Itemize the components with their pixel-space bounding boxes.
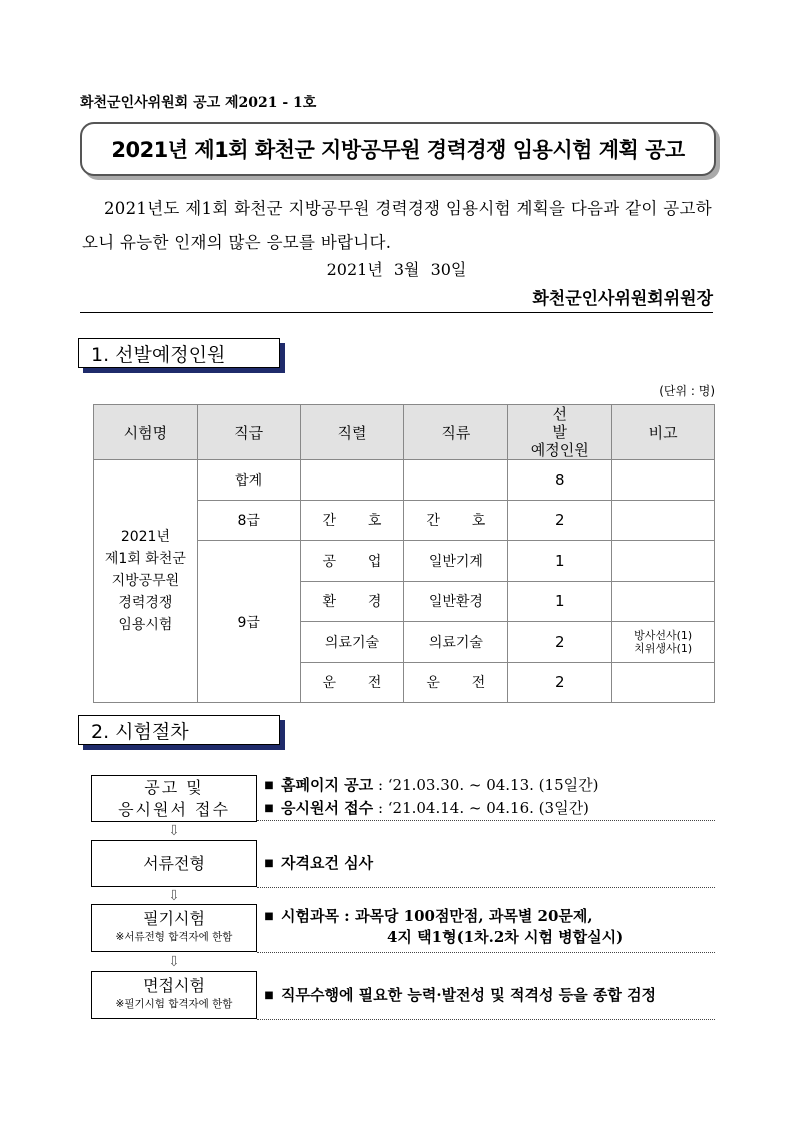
section-heading-recruitment <box>78 338 280 368</box>
note-line: 방사선사(1) <box>634 628 693 642</box>
down-arrow-icon: ⇩ <box>168 888 180 904</box>
header-exam: 시험명 <box>94 405 198 460</box>
step-label-line: 응시원서 접수 <box>118 800 230 819</box>
series-char: 업 <box>367 553 382 570</box>
exam-line: 지방공무원 <box>111 573 180 589</box>
exam-line: 제1회 화천군 <box>104 551 186 567</box>
class-char: 전 <box>471 675 486 692</box>
table-header-row <box>94 405 715 460</box>
cell-count: 2 <box>508 500 612 541</box>
detail-text: : ‘21.04.14. ~ 04.16. (3일간) <box>373 799 589 817</box>
header-series: 직렬 <box>300 405 404 460</box>
detail-text: : ‘21.03.30. ~ 04.13. (15일간) <box>373 776 599 794</box>
document-title: 2021년 제1회 화천군 지방공무원 경력경쟁 임용시험 계획 공고 <box>111 138 685 162</box>
header-class: 직류 <box>404 405 508 460</box>
step-label: 면접시험 <box>143 976 205 995</box>
cell-count: 1 <box>508 581 612 622</box>
series-char: 간 <box>322 513 337 530</box>
cell-grade: 합계 <box>197 460 300 501</box>
step-interview <box>91 971 257 1019</box>
section-heading-procedure <box>78 715 280 745</box>
cell-series <box>300 662 404 703</box>
cell-count: 8 <box>508 460 612 501</box>
title-box <box>80 122 716 176</box>
cell-class <box>404 460 508 501</box>
header-count-line1: 선 발 <box>552 405 598 441</box>
exam-line: 임용시험 <box>118 617 173 633</box>
cell-class: 의료기술 <box>404 622 508 663</box>
header-note: 비고 <box>612 405 715 460</box>
exam-line: 2021년 <box>120 529 170 545</box>
bullet-icon: ■ <box>264 858 274 869</box>
cell-note <box>612 622 715 663</box>
detail-label: 자격요건 심사 <box>281 854 374 872</box>
down-arrow-icon: ⇩ <box>168 954 180 970</box>
header-count <box>508 405 612 460</box>
down-arrow-icon: ⇩ <box>168 823 180 839</box>
bullet-icon: ■ <box>264 780 274 791</box>
series-char: 전 <box>367 675 382 692</box>
section-heading-label: 1. 선발예정인원 <box>91 343 226 366</box>
detail-line <box>257 906 715 927</box>
detail-label: 홈페이지 공고 <box>281 776 374 794</box>
step-announcement <box>91 775 257 822</box>
header-count-line2: 예정인원 <box>530 441 589 459</box>
class-char: 간 <box>426 513 440 530</box>
unit-label: (단위 : 명) <box>659 384 715 398</box>
cell-exam-name <box>94 460 198 703</box>
cell-grade: 9급 <box>197 541 300 703</box>
detail-label: 직무수행에 필요한 능력·발전성 및 적격성 등을 종합 검정 <box>281 986 657 1004</box>
cell-note <box>612 500 715 541</box>
detail-line <box>257 927 715 948</box>
series-char: 운 <box>322 675 337 692</box>
step-label-line: 공고 및 <box>144 778 204 797</box>
divider <box>80 312 713 313</box>
cell-series <box>300 460 404 501</box>
bullet-icon: ■ <box>264 911 274 922</box>
intro-paragraph: 2021년도 제1회 화천군 지방공무원 경력경쟁 임용시험 계획을 다음과 같이 공고하오니 유능한 인재의 많은 응모를 바랍니다. <box>82 199 712 252</box>
bullet-icon: ■ <box>264 803 274 814</box>
step-label: 필기시험 <box>143 909 205 928</box>
step-written-exam <box>91 904 257 952</box>
cell-note <box>612 541 715 582</box>
cell-series: 의료기술 <box>300 622 404 663</box>
detail-label: 응시원서 접수 <box>281 799 374 817</box>
step-note: ※서류전형 합격자에 한함 <box>115 931 233 943</box>
cell-note <box>612 581 715 622</box>
cell-class: 일반기계 <box>404 541 508 582</box>
section-heading-label: 2. 시험절차 <box>91 720 189 743</box>
cell-count: 1 <box>508 541 612 582</box>
detail-label: 시험과목 : 과목당 100점만점, 과목별 20문제, <box>281 907 593 925</box>
cell-series <box>300 500 404 541</box>
class-char: 운 <box>426 675 440 692</box>
note-line: 치위생사(1) <box>634 641 693 655</box>
step-detail-interview <box>257 972 715 1020</box>
step-note: ※필기시험 합격자에 한함 <box>115 998 233 1010</box>
series-char: 호 <box>367 513 382 530</box>
cell-series <box>300 581 404 622</box>
series-char: 경 <box>367 594 382 611</box>
class-char: 호 <box>471 513 486 530</box>
cell-class: 일반환경 <box>404 581 508 622</box>
exam-line: 경력경쟁 <box>118 595 173 611</box>
recruitment-table <box>93 404 715 703</box>
bullet-icon: ■ <box>264 990 274 1001</box>
step-label: 서류전형 <box>143 853 205 873</box>
step-detail-written-exam <box>257 906 715 953</box>
cell-series <box>300 541 404 582</box>
cell-grade: 8급 <box>197 500 300 541</box>
cell-count: 2 <box>508 622 612 663</box>
notice-date: 2021년 3월 30일 <box>326 260 467 279</box>
step-detail-announcement <box>257 774 715 821</box>
step-document-screening <box>91 840 257 887</box>
detail-label: 4지 택1형(1차.2차 시험 병합실시) <box>387 928 624 946</box>
signer: 화천군인사위원회위원장 <box>532 289 713 309</box>
cell-class <box>404 500 508 541</box>
detail-line <box>257 774 715 797</box>
detail-line <box>257 797 715 820</box>
step-detail-document-screening <box>257 840 715 888</box>
series-char: 환 <box>322 594 337 611</box>
table-row <box>94 460 715 501</box>
cell-note <box>612 662 715 703</box>
cell-class <box>404 662 508 703</box>
notice-number: 화천군인사위원회 공고 제2021 - 1호 <box>80 95 317 111</box>
cell-note <box>612 460 715 501</box>
header-grade: 직급 <box>197 405 300 460</box>
series-char: 공 <box>322 553 337 570</box>
cell-count: 2 <box>508 662 612 703</box>
